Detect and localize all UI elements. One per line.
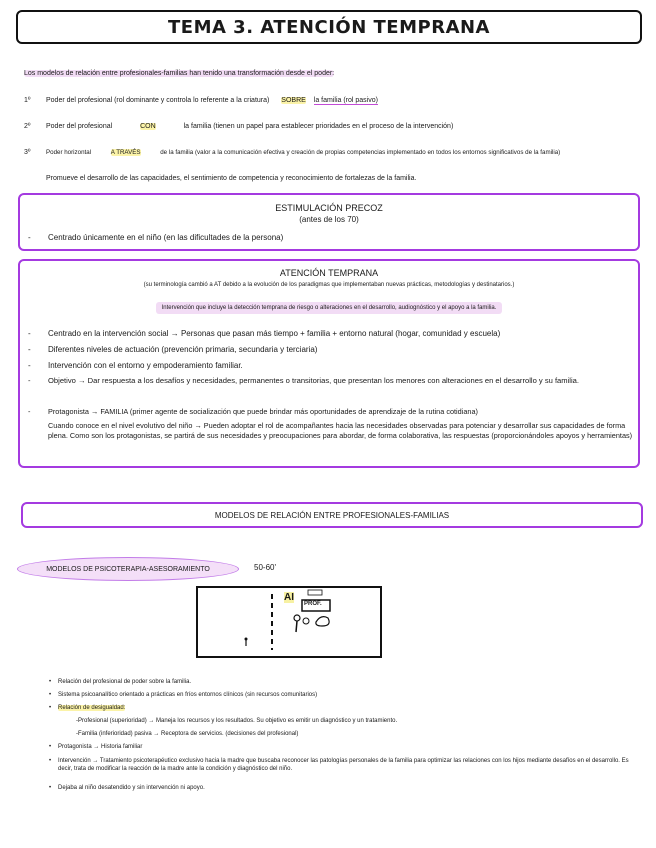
bullet-label: Relación de desigualdad:: [58, 705, 126, 711]
atencion-paragraph: Cuando conoce en el nivel evolutivo del niño → Pueden adoptar el rol de acompañantes hacia las necesidades observadas para potenciar y desarrollar sus capacidades de forma plena. Como son los protagonistas, se partirá de sus necesidades y preocupaciones para abordar, de forma colaborativa, las respuestas (proporcionándoles apoyos y herramientas): [48, 421, 633, 440]
estimulacion-title: ESTIMULACIÓN PRECOZ: [275, 203, 383, 213]
model-number: 2º: [24, 123, 31, 130]
model-number: 3º: [24, 149, 31, 156]
sub-bullet-item: [76, 730, 298, 738]
intro-label: Los modelos de relación entre profesionales-familias han tenido una transformación desde el poder:: [24, 70, 335, 77]
model-key: CON: [140, 123, 156, 130]
sketch-box: [196, 586, 382, 658]
bullet-item: • Intervención → Tratamiento psicoterapéutico exclusivo hacia la madre que buscaba reconocer las patologías personales de la familia para optimizar las relaciones con los hijos mediante desafíos en el desarrollo. Es decir, trata de modificar la reacción de la madre ante la condición y diagnóstico del niño.: [49, 758, 629, 772]
list-item: - Objetivo → Dar respuesta a los desafíos y necesidades, permanentes o transitorias, que presentan los menores con alteraciones en el desarrollo y su familia.: [28, 376, 618, 386]
page-title: TEMA 3. ATENCIÓN TEMPRANA: [168, 16, 490, 38]
bullet-item: • Relación del profesional de poder sobre la familia.: [49, 679, 192, 685]
intro-text: [24, 69, 334, 78]
model-text: Poder del profesional (rol dominante y controla lo referente a la criatura): [46, 97, 270, 104]
bullet-label: Sistema psicoanalítico orientado a prácticas en fríos entornos clínicos (sin recursos comunitarios): [58, 692, 318, 698]
atencion-title: ATENCIÓN TEMPRANA: [279, 268, 379, 278]
atencion-subtitle: (su terminología cambió a AT debido a la evolución de los paradigmas que implementaban nuevas prácticas, metodologías y destinatarios.): [143, 282, 515, 288]
psico-oval: [17, 557, 239, 581]
list-item: - Protagonista → FAMILIA (primer agente de socialización que puede brindar más oportunidades de aprendizaje de la rutina cotidiana): [28, 407, 478, 416]
bullet-item: • Protagonista → Historia familiar: [49, 744, 143, 750]
bullet-label: Relación del profesional de poder sobre la familia.: [58, 679, 192, 685]
sub-bullet-label: -Familia (inferioridad) pasiva → Receptora de servicios. (decisiones del profesional): [76, 731, 299, 737]
promotes-text: [46, 174, 416, 183]
bullet-item: • Relación de desigualdad:: [49, 705, 126, 711]
model-row: [24, 122, 30, 131]
bullet-item: • Dejaba al niño desatendido y sin intervención ni apoyo.: [49, 785, 205, 791]
sketch-ai-label: AI: [284, 592, 294, 603]
promotes-label: Promueve el desarrollo de las capacidades, el sentimiento de competencia y reconocimiento de fortalezas de la familia.: [46, 175, 417, 182]
model-row-text: [46, 122, 453, 131]
list-item-label: Intervención con el entorno y empoderamiento familiar.: [48, 361, 243, 370]
page-title-box: [16, 10, 642, 44]
model-text-b: de la familia (valor a la comunicación efectiva y creación de propias competencias implementado en todos los entornos significativos de la familia): [160, 149, 561, 156]
bullet-label: Dejaba al niño desatendido y sin intervención ni apoyo.: [58, 785, 205, 791]
modelos-header-box: [21, 502, 643, 528]
atencion-box: [18, 259, 640, 468]
estimulacion-subtitle: (antes de los 70): [299, 215, 359, 224]
model-key: A TRAVÉS: [110, 149, 141, 156]
model-row-text: [46, 96, 378, 105]
estimulacion-item: [28, 233, 283, 243]
list-item: - Centrado en la intervención social → Personas que pasan más tiempo + familia + entorno natural (hogar, comunidad y escuela): [28, 329, 501, 338]
bullet-label: Protagonista → Historia familiar: [58, 744, 143, 750]
list-item-label: Diferentes niveles de actuación (prevención primaria, secundaria y terciaria): [48, 345, 318, 354]
model-text: Poder del profesional: [46, 123, 113, 130]
sub-bullet-label: -Profesional (superioridad) → Maneja los recursos y los resultados. Su objetivo es emitir un diagnóstico y un tratamiento.: [76, 718, 398, 724]
atencion-highlight: Intervención que incluye la detección temprana de riesgo o alteraciones en el desarrollo, audiognóstico y el apoyo a la familia.: [156, 302, 503, 314]
estimulacion-box: [18, 193, 640, 251]
model-row: [24, 96, 30, 105]
sub-bullet-item: [76, 717, 397, 725]
model-number: 1º: [24, 97, 31, 104]
list-item: - Intervención con el entorno y empoderamiento familiar.: [28, 361, 243, 370]
bullet-dash: -: [28, 233, 31, 242]
list-item-label: Protagonista → FAMILIA (primer agente de socialización que puede brindar más oportunidades de aprendizaje de la rutina cotidiana): [48, 407, 478, 416]
bullet-item: • Sistema psicoanalítico orientado a prácticas en fríos entornos clínicos (sin recursos comunitarios): [49, 692, 318, 698]
modelos-title: MODELOS DE RELACIÓN ENTRE PROFESIONALES-FAMILIAS: [214, 510, 450, 520]
model-row: [24, 148, 30, 157]
estimulacion-item-label: Centrado únicamente en el niño (en las dificultades de la persona): [48, 233, 284, 242]
sketch-prof-label: PROF.: [304, 601, 322, 607]
model-text-b: la familia (rol pasivo): [313, 97, 378, 104]
list-item: - Diferentes niveles de actuación (prevención primaria, secundaria y terciaria): [28, 345, 318, 354]
psico-years: 50-60': [254, 563, 276, 572]
model-text-b: la familia (tienen un papel para establecer prioridades en el proceso de la intervención): [183, 123, 454, 130]
list-item-label: Objetivo → Dar respuesta a los desafíos y necesidades, permanentes o transitorias, que presentan los menores con alteraciones en el desarrollo y su familia.: [48, 376, 579, 385]
model-text: Poder horizontal: [46, 149, 92, 156]
psico-label: MODELOS DE PSICOTERAPIA-ASESORAMIENTO: [46, 565, 210, 573]
list-item-label: Centrado en la intervención social → Personas que pasan más tiempo + familia + entorno natural (hogar, comunidad y escuela): [48, 329, 501, 338]
model-row-text: [46, 148, 560, 157]
atencion-highlight-wrap: [20, 296, 638, 314]
model-key: SOBRE: [281, 97, 306, 104]
bullet-label: Intervención → Tratamiento psicoterapéutico exclusivo hacia la madre que buscaba reconocer las patologías personales de la familia para optimizar las relaciones con los hijos mediante desafíos en el desarrollo. Es decir, trata de modificar la reacción de la madre ante la condición y diagnóstico del niño.: [58, 758, 629, 772]
